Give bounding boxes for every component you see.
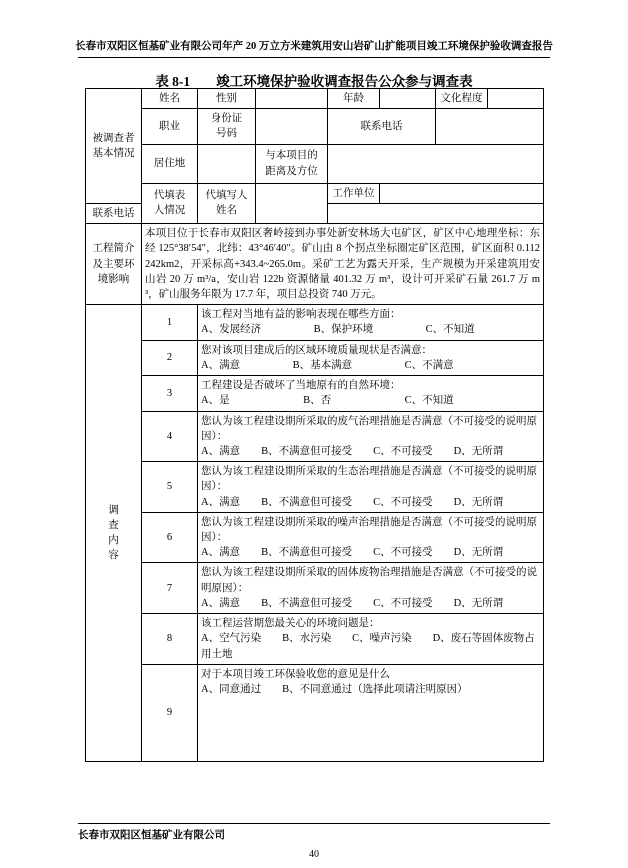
table-row bbox=[86, 614, 544, 665]
question-text: 工程建设是否破坏了当地原有的自然环境： bbox=[201, 380, 401, 392]
label-work-unit: 工作单位 bbox=[328, 183, 380, 203]
table-row bbox=[86, 512, 544, 563]
question-number: 7 bbox=[142, 563, 198, 614]
survey-content-label: 调 查 内 容 bbox=[86, 305, 142, 762]
table-number: 表 8-1 bbox=[155, 74, 191, 89]
question-number: 2 bbox=[142, 340, 198, 375]
question-cell bbox=[198, 614, 544, 665]
label-name: 姓名 bbox=[142, 89, 198, 109]
label-phone: 联系电话 bbox=[328, 109, 436, 144]
table-row bbox=[86, 144, 544, 183]
value-work-unit[interactable] bbox=[380, 183, 544, 203]
value-filler-name[interactable] bbox=[256, 183, 328, 223]
answer-options[interactable]: A、满意 B、不满意但可接受 C、不可接受 D、无所谓 bbox=[201, 547, 504, 559]
value-gender[interactable] bbox=[256, 89, 328, 109]
question-cell bbox=[198, 664, 544, 761]
question-text: 您认为该工程建设期所采取的噪声治理措施是否满意（不可接受的说明原因）： bbox=[201, 516, 537, 544]
question-number: 8 bbox=[142, 614, 198, 665]
answer-options[interactable]: A、同意通过 B、不同意通过（选择此项请注明原因） bbox=[201, 684, 468, 695]
table-row bbox=[86, 183, 544, 203]
header-divider bbox=[78, 57, 550, 58]
label-gender: 性别 bbox=[198, 89, 256, 109]
label-filler-phone: 联系电话 bbox=[86, 203, 142, 223]
table-row bbox=[86, 109, 544, 144]
value-age[interactable] bbox=[380, 89, 436, 109]
respondent-section-label: 被调查者 基本情况 bbox=[86, 89, 142, 204]
answer-options[interactable]: A、满意 B、不满意但可接受 C、不可接受 D、无所谓 bbox=[201, 496, 504, 508]
question-number: 4 bbox=[142, 411, 198, 462]
question-cell bbox=[198, 305, 544, 340]
label-residence: 居住地 bbox=[142, 144, 198, 183]
project-brief-text: 本项目位于长春市双阳区奢岭接到办事处新安林场大屯矿区，矿区中心地理坐标：东经 125°38′54″，北纬：43°46′40″。矿山由 8 个拐点坐标圈定矿区范围，矿区面积 0.112242km2，开采标高+343.4~265.0m。采矿工艺为露天开采，生产规模为开采建筑用安山岩 20 万 m³/a，安山岩 122b 资源储量 401.32 万 m³，设计可开采矿石量 261.7 万 m³，矿山服务年限为 17.7 年，项目总投资 740 万元。 bbox=[142, 224, 544, 305]
value-id-number[interactable] bbox=[256, 109, 328, 144]
question-cell bbox=[198, 563, 544, 614]
page-number: 40 bbox=[309, 849, 319, 860]
question-number: 9 bbox=[142, 664, 198, 761]
question-text: 该工程对当地有益的影响表现在哪些方面： bbox=[201, 309, 401, 321]
table-row bbox=[86, 376, 544, 411]
table-row bbox=[86, 305, 544, 340]
question-number: 5 bbox=[142, 462, 198, 513]
running-header: 长春市双阳区恒基矿业有限公司年产 20 万立方米建筑用安山岩矿山扩能项目竣工环境保护验收调查报告 bbox=[75, 41, 553, 52]
label-education: 文化程度 bbox=[436, 89, 488, 109]
table-title-text: 竣工环境保护验收调查报告公众参与调查表 bbox=[216, 74, 473, 89]
table-row bbox=[86, 563, 544, 614]
label-age: 年龄 bbox=[328, 89, 380, 109]
label-filler-name: 代填写人 姓名 bbox=[198, 183, 256, 223]
page-title bbox=[0, 70, 628, 90]
question-number: 1 bbox=[142, 305, 198, 340]
question-text: 该工程运营期您最关心的环境问题是： bbox=[201, 618, 380, 630]
footer-divider bbox=[78, 823, 550, 824]
value-residence[interactable] bbox=[198, 144, 256, 183]
question-number: 6 bbox=[142, 512, 198, 563]
table-row bbox=[86, 411, 544, 462]
value-filler-phone[interactable] bbox=[328, 203, 544, 223]
label-distance: 与本项目的 距离及方位 bbox=[256, 144, 328, 183]
question-cell bbox=[198, 462, 544, 513]
answer-options[interactable]: A、发展经济 B、保护环境 C、不知道 bbox=[201, 324, 475, 336]
answer-options[interactable]: A、空气污染 B、水污染 C、噪声污染 D、废石等固体废物占用土地 bbox=[201, 633, 535, 660]
table-row bbox=[86, 89, 544, 109]
table-row bbox=[86, 664, 544, 761]
question-text: 您认为该工程建设期所采取的废气治理措施是否满意（不可接受的说明原因）： bbox=[201, 415, 537, 442]
filler-section-label: 代填表 人情况 bbox=[142, 183, 198, 223]
question-text: 对于本项目竣工环保验收您的意见是什么 bbox=[201, 668, 390, 680]
label-id-number: 身份证 号码 bbox=[198, 109, 256, 144]
table-row bbox=[86, 340, 544, 375]
answer-options[interactable]: A、满意 B、不满意但可接受 C、不可接受 D、无所谓 bbox=[201, 445, 504, 457]
value-phone[interactable] bbox=[436, 109, 544, 144]
answer-options[interactable]: A、是 B、否 C、不知道 bbox=[201, 395, 454, 407]
public-participation-table bbox=[85, 88, 544, 762]
answer-options[interactable]: A、满意 B、不满意但可接受 C、不可接受 D、无所谓 bbox=[201, 597, 504, 609]
question-text: 您对该项目建成后的区域环境质量现状是否满意： bbox=[201, 344, 432, 356]
question-cell bbox=[198, 512, 544, 563]
question-cell bbox=[198, 376, 544, 411]
table-row bbox=[86, 462, 544, 513]
question-cell bbox=[198, 411, 544, 462]
question-text: 您认为该工程建设期所采取的固体废物治理措施是否满意（不可接受的说明原因）： bbox=[201, 567, 537, 594]
question-text: 您认为该工程建设期所采取的生态治理措施是否满意（不可接受的说明原因）： bbox=[201, 466, 537, 493]
question-number: 3 bbox=[142, 376, 198, 411]
label-occupation: 职业 bbox=[142, 109, 198, 144]
value-education[interactable] bbox=[488, 89, 544, 109]
project-brief-label: 工程简介 及主要环 境影响 bbox=[86, 224, 142, 305]
question-cell bbox=[198, 340, 544, 375]
value-distance[interactable] bbox=[328, 144, 544, 183]
footer-company: 长春市双阳区恒基矿业有限公司 bbox=[78, 830, 225, 841]
answer-options[interactable]: A、满意 B、基本满意 C、不满意 bbox=[201, 359, 454, 371]
table-row bbox=[86, 224, 544, 305]
